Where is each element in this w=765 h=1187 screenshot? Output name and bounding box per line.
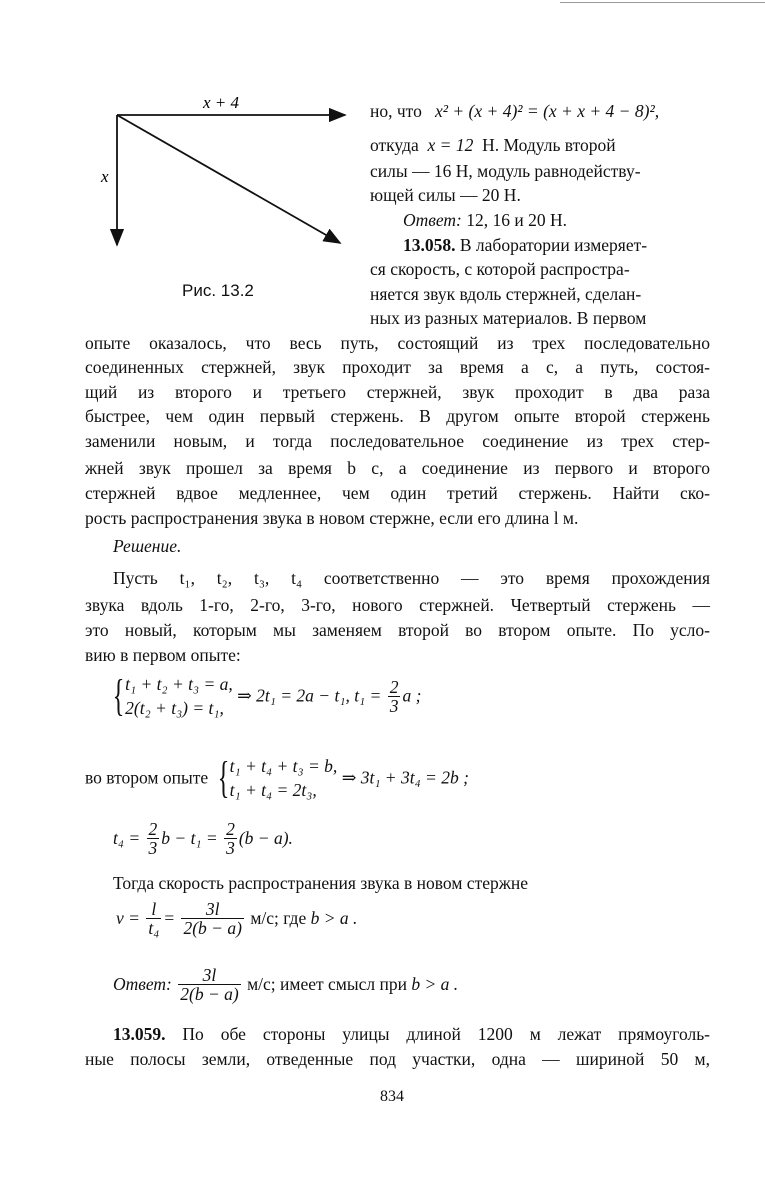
problem-13-058-start: 13.058. В лаборатории измеряет- — [403, 235, 648, 255]
body-line-3: щий из второго и третьего стержней, звук проходит в два раза — [85, 382, 710, 402]
body-line-5: заменили новым, и тогда последовательное соединение из трех стер- — [85, 431, 710, 451]
right-line-4: ющей силы — 20 Н. — [370, 185, 521, 205]
right-answer: Ответ: 12, 16 и 20 Н. — [403, 210, 568, 230]
vector-diagonal — [117, 115, 340, 243]
problem-13-059-line-2: ные полосы земли, отведенные под участки, одна — шириной 50 м, — [85, 1049, 710, 1069]
figure-caption: Рис. 13.2 — [182, 281, 254, 300]
page-number: 834 — [380, 1088, 404, 1105]
right-line-9: ных из разных материалов. В первом — [370, 308, 647, 328]
right-line-1: но, что x² + (x + 4)² = (x + x + 4 − 8)², — [370, 101, 660, 121]
right-line-7: ся скорость, с которой распростра- — [370, 259, 630, 279]
problem-13-059-line-1: 13.059. По обе стороны улицы длиной 1200 м лежат прямоуголь- — [113, 1024, 711, 1044]
right-line-3: силы — 16 Н, модуль равнодейству- — [370, 161, 641, 181]
vector-figure — [95, 90, 355, 290]
figure-side-label: x — [101, 167, 109, 186]
solution-line-2: звука вдоль 1-го, 2-го, 3-го, нового стержней. Четвертый стержень — — [85, 595, 710, 615]
equation-t4: t₄ = $\frac{2}{3}$ b − t₁ = $\frac{2}{3}$ (b − a). — [113, 819, 293, 858]
top-rule — [560, 2, 765, 3]
body-line-8: рость распространения звука в новом стержне, если его длина l м. — [85, 508, 579, 528]
solution-label: Решение. — [113, 536, 182, 556]
figure-top-label: x + 4 — [203, 93, 240, 112]
body-line-4: быстрее, чем один первый стержень. В другом опыте второй стержень — [85, 406, 710, 426]
body-line-1: опыте оказалось, что весь путь, состоящий из трех последовательно — [85, 333, 710, 353]
body-line-6: жней звук прошел за время b с, а соединение из первого и второго — [85, 458, 710, 478]
right-line-8: няется звук вдоль стержней, сделан- — [370, 284, 642, 304]
right-line-2: откуда x = 12 Н. Модуль второй — [370, 135, 616, 155]
equation-system-2: во втором опыте { t₁ + t₄ + t₃ = b, t₁ + t₄ = 2t₃, ⇒ 3t₁ + 3t₄ = 2b ; — [85, 753, 469, 802]
equation-velocity: v = $\frac{l}{\text{t₄}}$ = $\frac{3l}{2(b - a)}$ м/с; где b > a . — [116, 899, 358, 938]
solution-line-4: вию в первом опыте: — [85, 645, 241, 665]
equation-system-1: { t₁ + t₂ + t₃ = a, 2(t₂ + t₃) = t₁, ⇒ 2t₁ = 2a − t₁, t₁ = $\frac{2}{3}$ a ; — [112, 671, 422, 720]
solution-line-1: Пусть t₁, t₂, t₃, t₄ соответственно — это время прохождения — [113, 568, 710, 588]
body-line-2: соединенных стержней, звук проходит за время a с, а путь, состоя- — [85, 357, 710, 377]
then-line: Тогда скорость распространения звука в новом стержне — [113, 873, 528, 893]
solution-line-3: это новый, которым мы заменяем второй во втором опыте. По усло- — [85, 620, 710, 640]
final-answer: Ответ: $\frac{3l}{2(b - a)}$ м/с; имеет смысл при b > a . — [113, 965, 459, 1004]
body-line-7: стержней вдвое медленнее, чем один третий стержень. Найти ско- — [85, 483, 710, 503]
